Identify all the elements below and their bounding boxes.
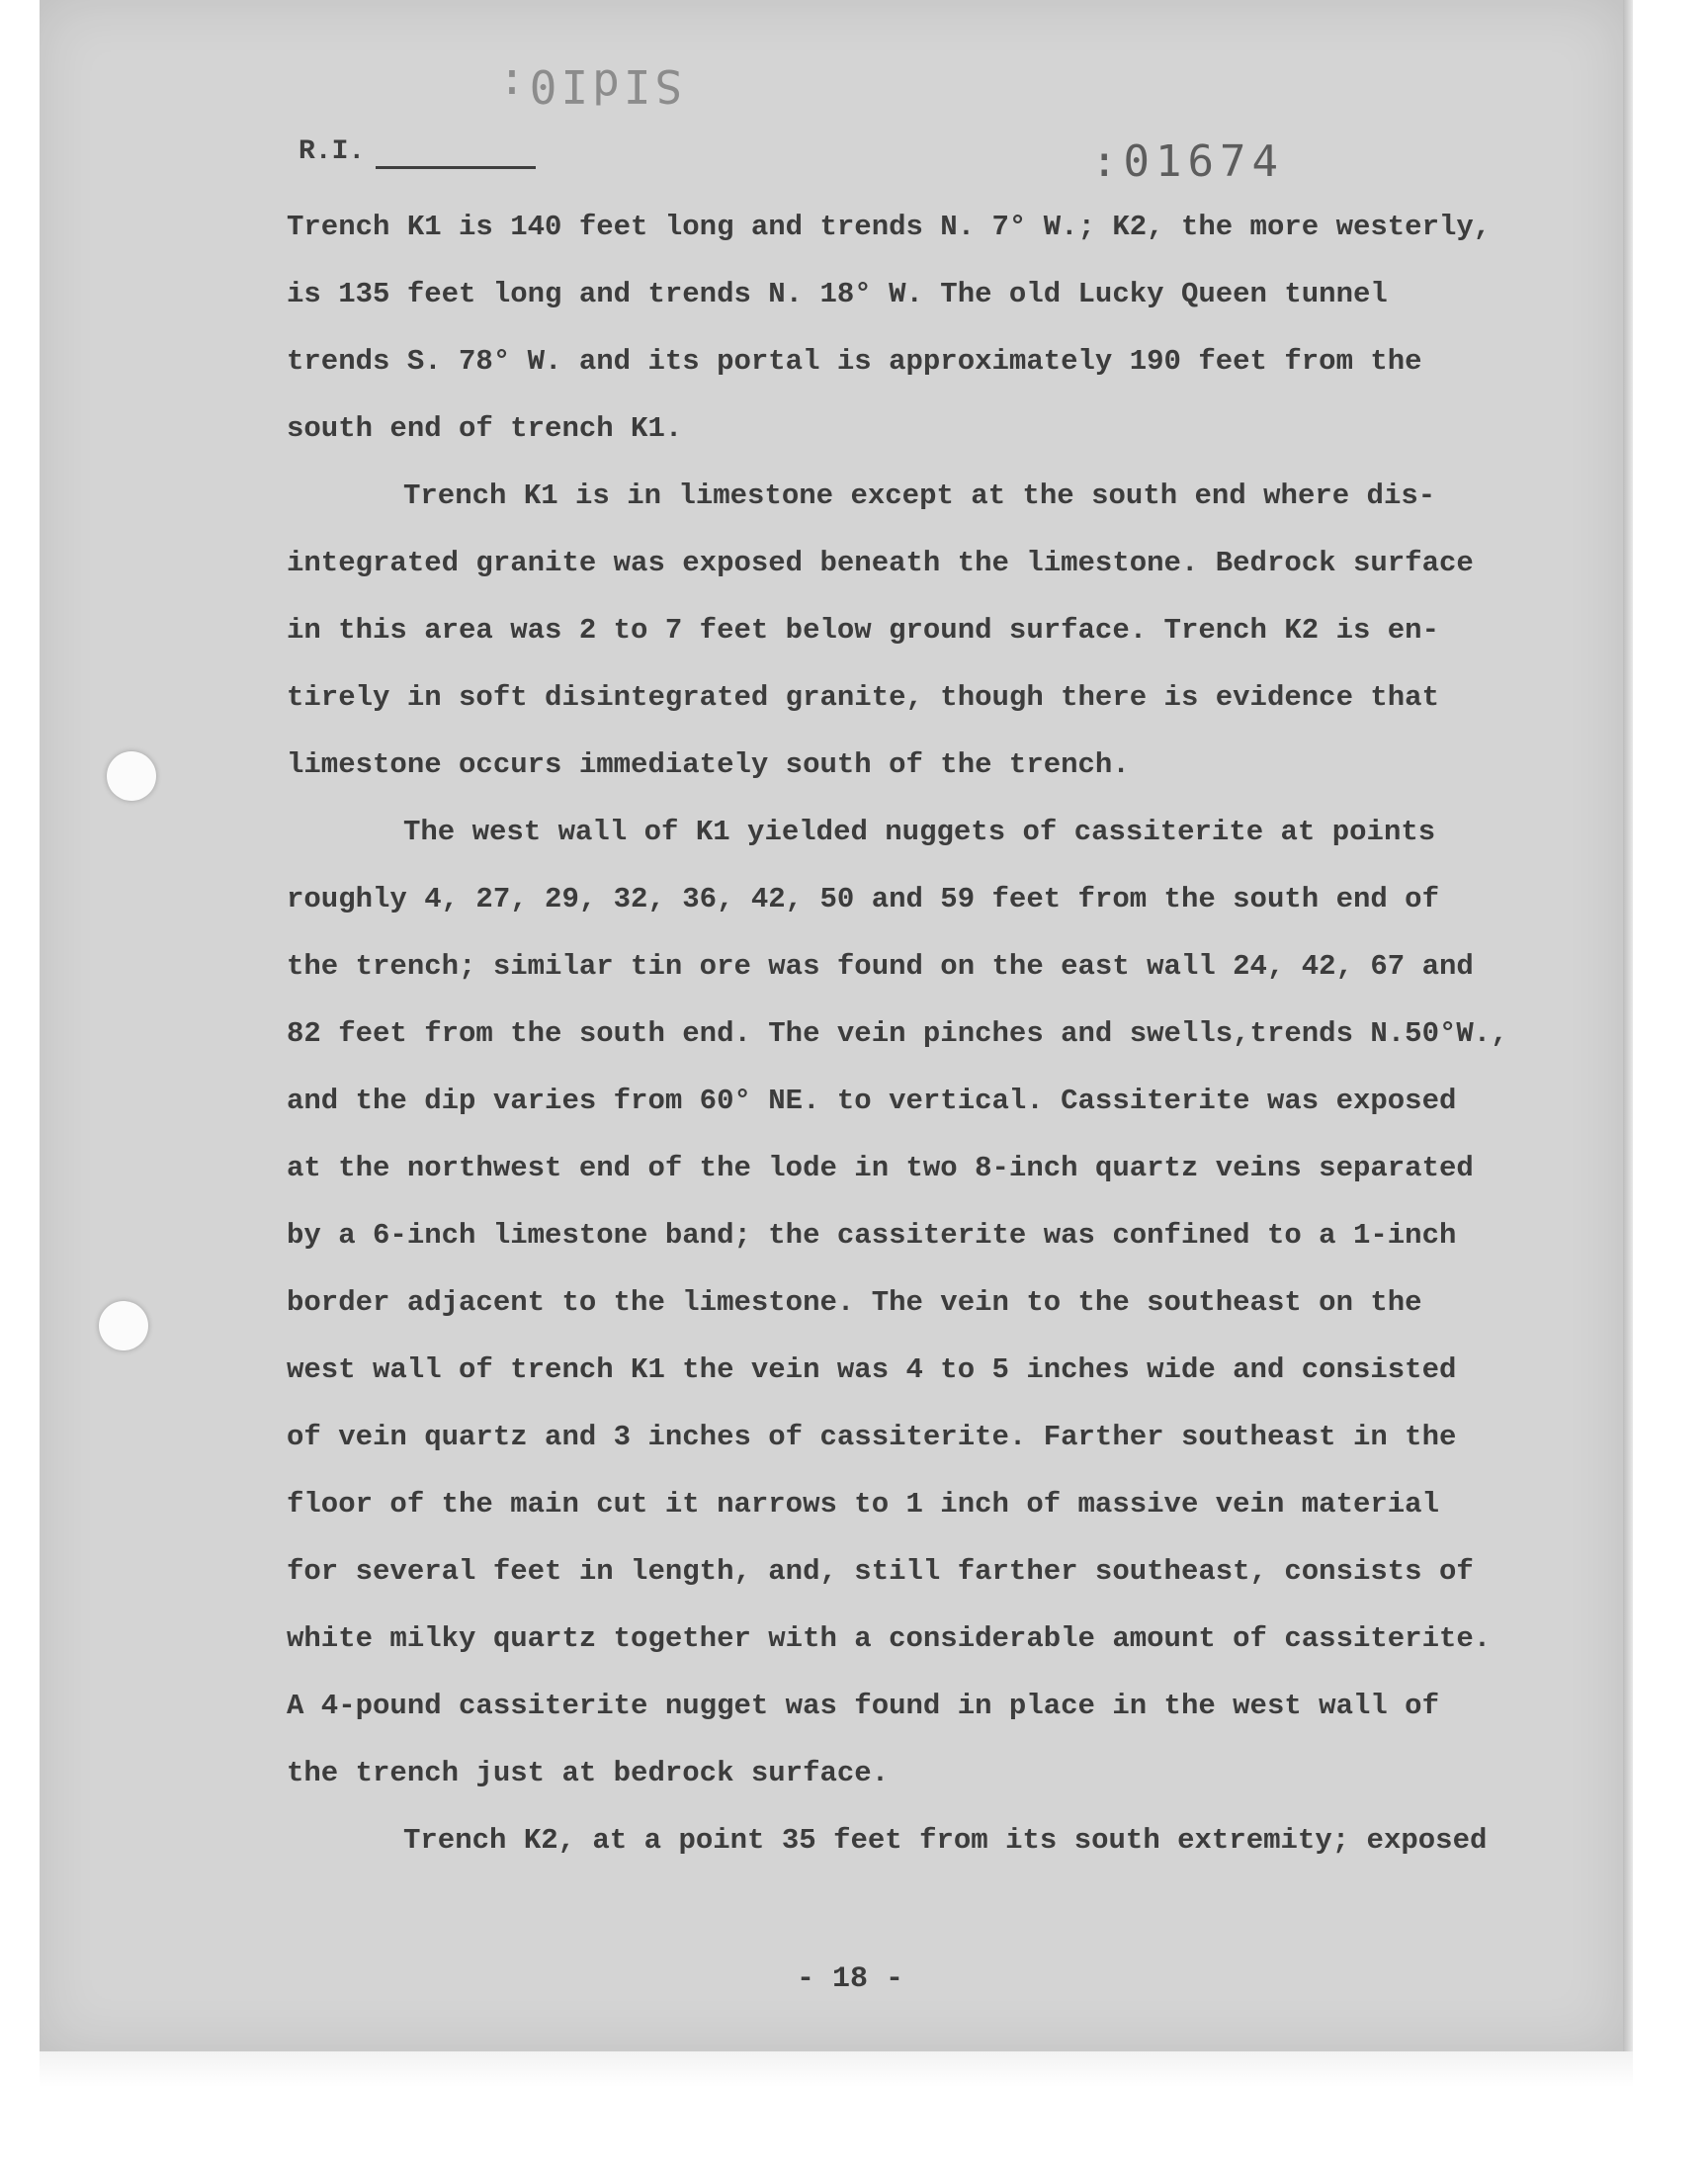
text-line: 82 feet from the south end. The vein pinches and swells,trends N.50°W., xyxy=(287,1017,1508,1050)
text-line: border adjacent to the limestone. The vein to the southeast on the xyxy=(287,1286,1422,1319)
text-line: of vein quartz and 3 inches of cassiterite. Farther southeast in the xyxy=(287,1421,1457,1453)
text-line: Trench K2, at a point 35 feet from its south extremity; exposed xyxy=(403,1824,1488,1857)
text-line: roughly 4, 27, 29, 32, 36, 42, 50 and 59 feet from the south end of xyxy=(287,883,1439,915)
text-line: at the northwest end of the lode in two 8-inch quartz veins separated xyxy=(287,1152,1474,1184)
page-bottom-margin xyxy=(40,2051,1633,2087)
text-line: the trench; similar tin ore was found on the east wall 24, 42, 67 and xyxy=(287,950,1474,983)
text-line: trends S. 78° W. and its portal is approximately 190 feet from the xyxy=(287,345,1422,378)
page-number: - 18 - xyxy=(797,1962,904,1996)
text-line: west wall of trench K1 the vein was 4 to 5 inches wide and consisted xyxy=(287,1353,1457,1386)
ri-label: R.I. xyxy=(299,136,366,167)
text-line: the trench just at bedrock surface. xyxy=(287,1757,890,1789)
text-line: and the dip varies from 60° NE. to vertical. Cassiterite was exposed xyxy=(287,1085,1457,1117)
text-line: white milky quartz together with a considerable amount of cassiterite. xyxy=(287,1622,1492,1655)
text-line: Trench K1 is 140 feet long and trends N. 7° W.; K2, the more westerly, xyxy=(287,211,1492,243)
text-line: in this area was 2 to 7 feet below ground surface. Trench K2 is en- xyxy=(287,614,1439,647)
text-line: for several feet in length, and, still farther southeast, consists of xyxy=(287,1555,1474,1588)
text-line: Trench K1 is in limestone except at the south end where dis- xyxy=(403,479,1436,512)
punch-hole-lower xyxy=(99,1301,148,1350)
text-line: south end of trench K1. xyxy=(287,412,683,445)
text-line: The west wall of K1 yielded nuggets of cassiterite at points xyxy=(403,816,1436,848)
text-line: floor of the main cut it narrows to 1 inch of massive vein material xyxy=(287,1488,1439,1521)
report-body xyxy=(287,194,1508,1874)
text-line: is 135 feet long and trends N. 18° W. The old Lucky Queen tunnel xyxy=(287,278,1388,310)
text-line: tirely in soft disintegrated granite, though there is evidence that xyxy=(287,681,1439,714)
upside-down-stamp: SIdI0: xyxy=(494,59,683,113)
page-edge-shadow xyxy=(1623,0,1633,2051)
punch-hole-upper xyxy=(107,751,156,801)
text-line: A 4-pound cassiterite nugget was found in place in the west wall of xyxy=(287,1690,1439,1722)
text-line: limestone occurs immediately south of the trench. xyxy=(287,748,1130,781)
serial-number: :01674 xyxy=(1091,136,1284,187)
ri-blank-line xyxy=(376,166,536,169)
text-line: integrated granite was exposed beneath the limestone. Bedrock surface xyxy=(287,547,1474,579)
text-line: by a 6-inch limestone band; the cassiterite was confined to a 1-inch xyxy=(287,1219,1457,1252)
